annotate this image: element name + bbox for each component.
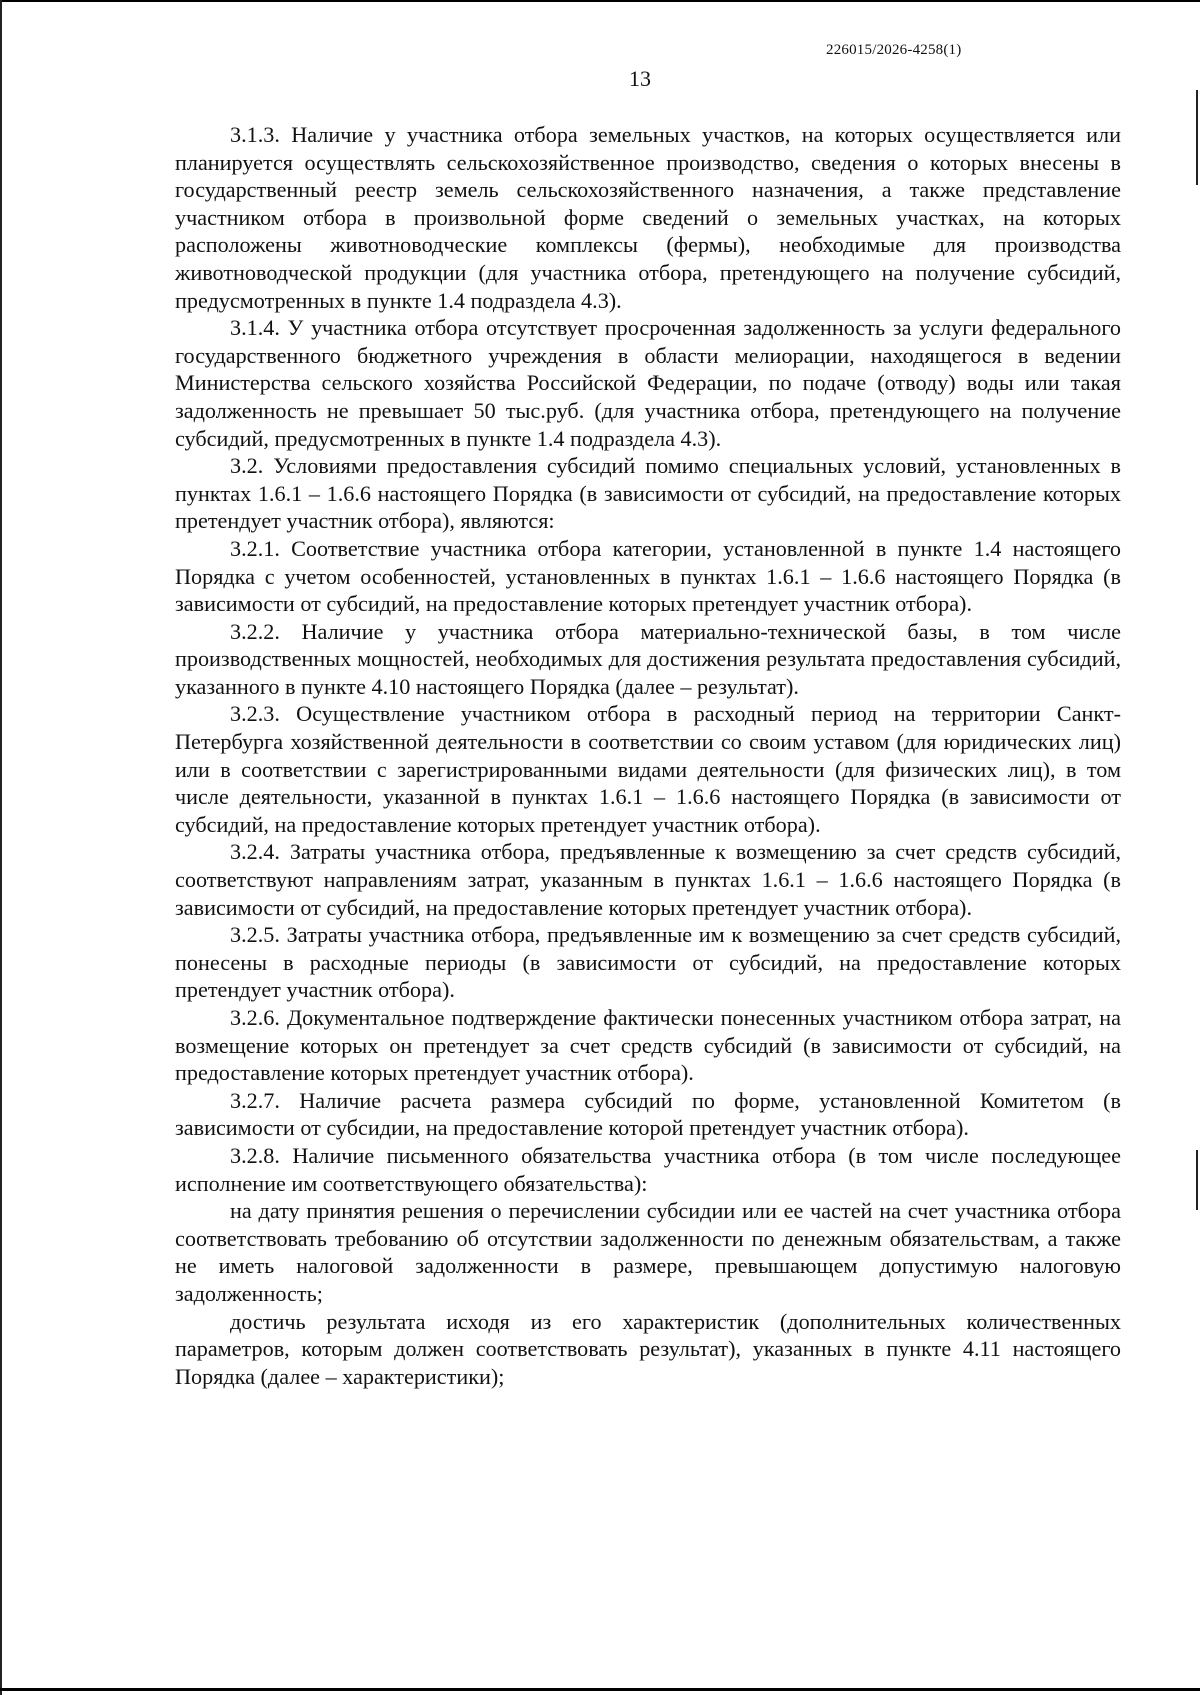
paragraph-3-2-5: 3.2.5. Затраты участника отбора, предъявленные им к возмещению за счет средств субсидий, понесены в расходные периоды (в зависимости от субсидий, на предоставление которых претендует участник отбора). (175, 922, 1121, 1003)
paragraph-3-2-1: 3.2.1. Соответствие участника отбора категории, установленной в пункте 1.4 настоящего Порядка с учетом особенностей, установленных в пунктах 1.6.1 – 1.6.6 настоящего Порядка (в зависимости от субсидий, на предоставление которых претендует участник отбора). (175, 535, 1121, 617)
document-number: 226015/2026-4258(1) (826, 42, 962, 58)
obligation-item: на дату принятия решения о перечислении субсидии или ее частей на счет участника отбора соответствовать требованию об отсутствии задолженности по денежным обязательствам, а также не иметь налоговой задолженности в размере, превышающем допустимую налоговую задолженность; (175, 1198, 1121, 1306)
paragraph-3-2-4: 3.2.4. Затраты участника отбора, предъявленные к возмещению за счет средств субсидий, соответствуют направлениям затрат, указанным в пунктах 1.6.1 – 1.6.6 настоящего Порядка (в зависимости от субсидий, на предоставление которых претендует участник отбора). (175, 839, 1121, 920)
document-body (175, 121, 1121, 1390)
paragraph-3-2-3: 3.2.3. Осуществление участником отбора в расходный период на территории Санкт-Петербурга хозяйственной деятельности в соответствии со своим уставом (для юридических лиц) или в соответствии с зарегистрированными видами деятельности (для физических лиц), в том числе деятельности, указанной в пунктах 1.6.1 – 1.6.6 настоящего Порядка (в зависимости от субсидий, на предоставление которых претендует участник отбора). (175, 701, 1121, 837)
paragraph-3-1-4: 3.1.4. У участника отбора отсутствует просроченная задолженность за услуги федерального государственного бюджетного учреждения в области мелиорации, находящегося в ведении Министерства сельского хозяйства Российской Федерации, по подаче (отводу) воды или такая задолженность не превышает 50 тыс.руб. (для участника отбора, претендующего на получение субсидий, предусмотренных в пункте 1.4 подраздела 4.3). (175, 315, 1121, 451)
paragraph-3-2-8: 3.2.8. Наличие письменного обязательства участника отбора (в том числе последующее исполнение им соответствующего обязательства): (175, 1142, 1121, 1196)
scan-top-border (0, 0, 1200, 2)
paragraph-3-2-2: 3.2.2. Наличие у участника отбора материально-технической базы, в том числе производственных мощностей, необходимых для достижения результата предоставления субсидий, указанного в пункте 4.10 настоящего Порядка (далее – результат). (175, 618, 1121, 699)
scan-right-edge-mark (1196, 1150, 1198, 1210)
obligation-item: достичь результата исходя из его характеристик (дополнительных количественных параметров, которым должен соответствовать результат), указанных в пункте 4.11 настоящего Порядка (далее – характеристики); (175, 1308, 1121, 1389)
paragraph-3-2-6: 3.2.6. Документальное подтверждение фактически понесенных участником отбора затрат, на возмещение которых он претендует за счет средств субсидий (в зависимости от субсидий, на предоставление которых претендует участник отбора). (175, 1005, 1121, 1086)
scan-bottom-border (0, 1688, 1200, 1691)
scan-right-edge-mark (1196, 90, 1198, 185)
paragraph-3-2-7: 3.2.7. Наличие расчета размера субсидий по форме, установленной Комитетом (в зависимости от субсидии, на предоставление которой претендует участник отбора). (175, 1087, 1121, 1141)
paragraph-3-1-3: 3.1.3. Наличие у участника отбора земельных участков, на которых осуществляется или планируется осуществлять сельскохозяйственное производство, сведения о которых внесены в государственный реестр земель сельскохозяйственного назначения, а также представление участником отбора в произвольной форме сведений о земельных участках, на которых расположены животноводческие комплексы (фермы), необходимые для производства животноводческой продукции (для участника отбора, претендующего на получение субсидий, предусмотренных в пункте 1.4 подраздела 4.3). (175, 122, 1121, 313)
page-number: 13 (629, 66, 651, 91)
paragraph-3-2: 3.2. Условиями предоставления субсидий помимо специальных условий, установленных в пунктах 1.6.1 – 1.6.6 настоящего Порядка (в зависимости от субсидий, на предоставление которых претендует участник отбора), являются: (175, 453, 1121, 534)
scan-left-border (0, 0, 2, 1695)
